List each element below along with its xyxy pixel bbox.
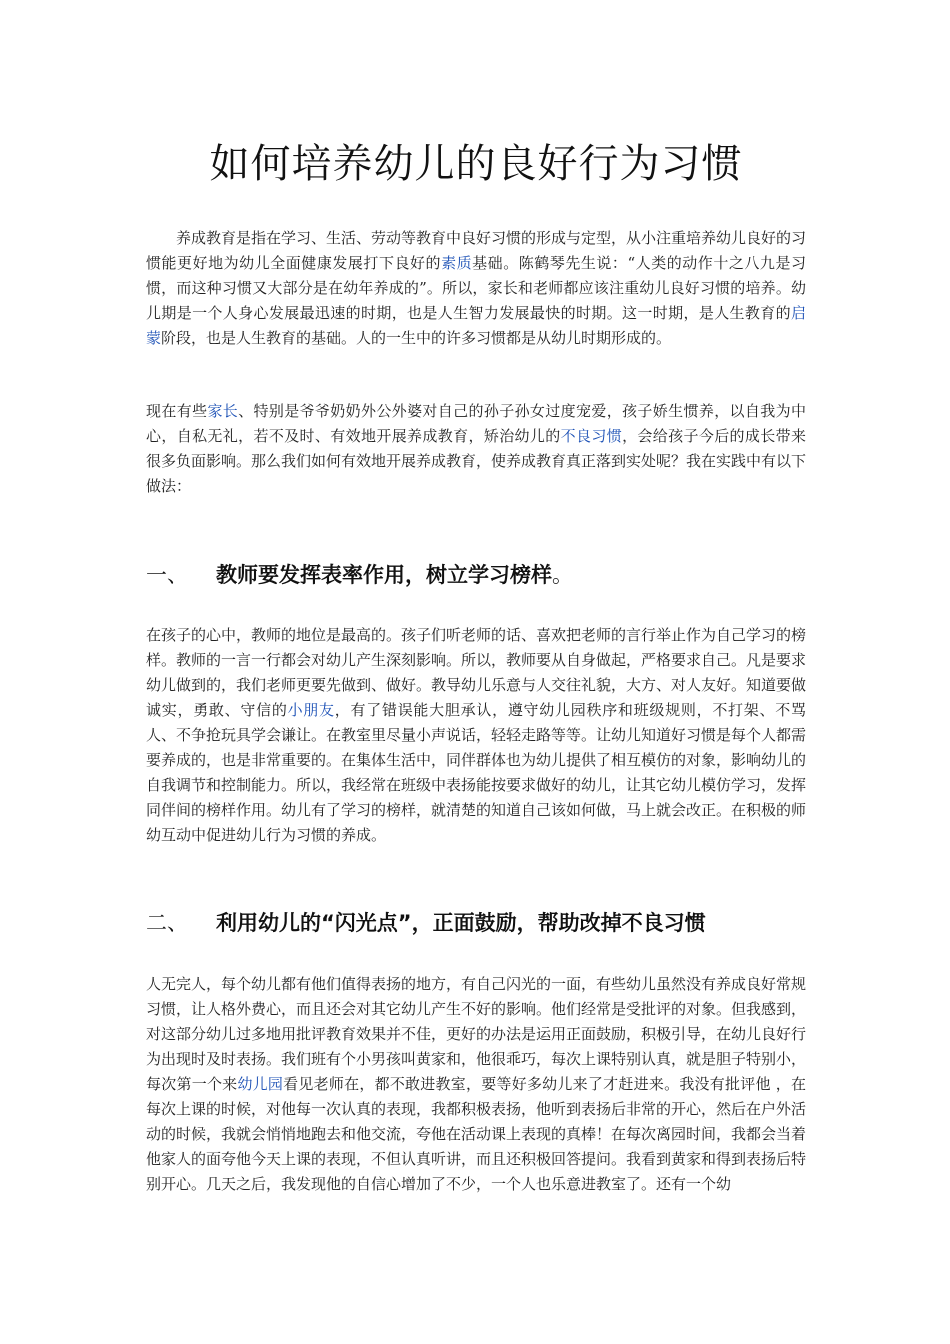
link-jiazhang[interactable]: 家长 <box>207 402 239 420</box>
paragraph-text: 阶段，也是人生教育的基础。人的一生中的许多习惯都是从幼儿时期形成的。 <box>161 329 672 347</box>
paragraph-text: 养成教育是指在学习、生活、劳动等教育中良好习惯的形成与定型，从小注重培养幼儿良好的习惯能更好地为幼儿全面健康发展打下良好的 <box>146 229 807 272</box>
section-number: 一、 <box>146 563 188 587</box>
link-suzhi[interactable]: 素质 <box>441 254 473 272</box>
section-heading-2 <box>146 908 806 938</box>
paragraph-text: 现在有些 <box>146 402 208 420</box>
link-youeryuan[interactable]: 幼儿园 <box>237 1075 284 1093</box>
section-1-paragraph <box>146 623 806 848</box>
paragraph-text: 基础。陈鹤琴先生说：“人类的动作十之八九是习惯，而这种习惯又大部分是在幼年养成的”。所以，家长和老师都应该注重幼儿良好习惯的培养。幼儿期是一个人身心发展最迅速的时期，也是人生智力发展最快的时期。这一时期，是人生教育的 <box>146 254 806 322</box>
heading-period: 。 <box>552 563 573 587</box>
problem-paragraph <box>146 399 806 499</box>
paragraph-text: ，会给孩子今后的成长带来很多负面影响。那么我们如何有效地开展养成教育，使养成教育真正落到实处呢？我在实践中有以下做法： <box>146 427 807 495</box>
section-heading-1 <box>146 560 806 590</box>
paragraph-text: 在孩子的心中，教师的地位是最高的。孩子们听老师的话、喜欢把老师的言行举止作为自己学习的榜样。教师的一言一行都会对幼儿产生深刻影响。所以，教师要从自身做起，严格要求自己。凡是要求幼儿做到的，我们老师更要先做到、做好。教导幼儿乐意与人交往礼貌，大方、对人友好。知道要做诚实，勇敢、守信的 <box>146 626 807 719</box>
intro-paragraph <box>146 226 806 351</box>
section-2-paragraph <box>146 972 806 1197</box>
section-number: 二、 <box>146 911 188 935</box>
section-heading-text: 利用幼儿的“闪光点”，正面鼓励，帮助改掉不良习惯 <box>216 911 706 935</box>
paragraph-text: ，有了错误能大胆承认，遵守幼儿园秩序和班级规则，不打架、不骂人、不争抢玩具学会谦让。在教室里尽量小声说话，轻轻走路等等。让幼儿知道好习惯是每个人都需要养成的，也是非常重要的。在集体生活中，同伴群体也为幼儿提供了相互模仿的对象，影响幼儿的自我调节和控制能力。所以，我经常在班级中表扬能按要求做好的幼儿，让其它幼儿模仿学习，发挥同伴间的榜样作用。幼儿有了学习的榜样，就清楚的知道自己该如何做，马上就会改正。在积极的师幼互动中促进幼儿行为习惯的养成。 <box>146 701 807 844</box>
document-title: 如何培养幼儿的良好行为习惯 <box>209 141 743 187</box>
paragraph-text: 看见老师在，都不敢进教室，要等好多幼儿来了才赶进来。我没有批评他 ，在每次上课的时候，对他每一次认真的表现，我都积极表扬，他听到表扬后非常的开心，然后在户外活动的时候，我就会悄悄地跑去和他交流，夸他在活动课上表现的真棒！在每次离园时间，我都会当着他家人的面夸他今天上课的表现，不但认真听讲，而且还积极回答提问。我看到黄家和得到表扬后特别开心。几天之后，我发现他的自信心增加了不少，一个人也乐意进教室了。还有一个幼 <box>146 1075 807 1193</box>
section-heading-text: 教师要发挥表率作用，树立学习榜样 <box>216 563 552 587</box>
link-xiaopengyou[interactable]: 小朋友 <box>287 701 335 719</box>
link-qimeng[interactable]: 启蒙 <box>146 304 806 347</box>
link-buliang-xiguan[interactable]: 不良习惯 <box>560 427 623 445</box>
paragraph-text: 、特别是爷爷奶奶外公外婆对自己的孙子孙女过度宠爱，孩子娇生惯养，以自我为中心，自私无礼，若不及时、有效地开展养成教育，矫治幼儿的 <box>146 402 806 445</box>
paragraph-text: 人无完人，每个幼儿都有他们值得表扬的地方，有自己闪光的一面，有些幼儿虽然没有养成良好常规习惯，让人格外费心，而且还会对其它幼儿产生不好的影响。他们经常是受批评的对象。但我感到，对这部分幼儿过多地用批评教育效果并不佳，更好的办法是运用正面鼓励，积极引导，在幼儿良好行为出现时及时表扬。我们班有个小男孩叫黄家和，他很乖巧，每次上课特别认真，就是胆子特别小，每次第一个来 <box>146 975 807 1093</box>
